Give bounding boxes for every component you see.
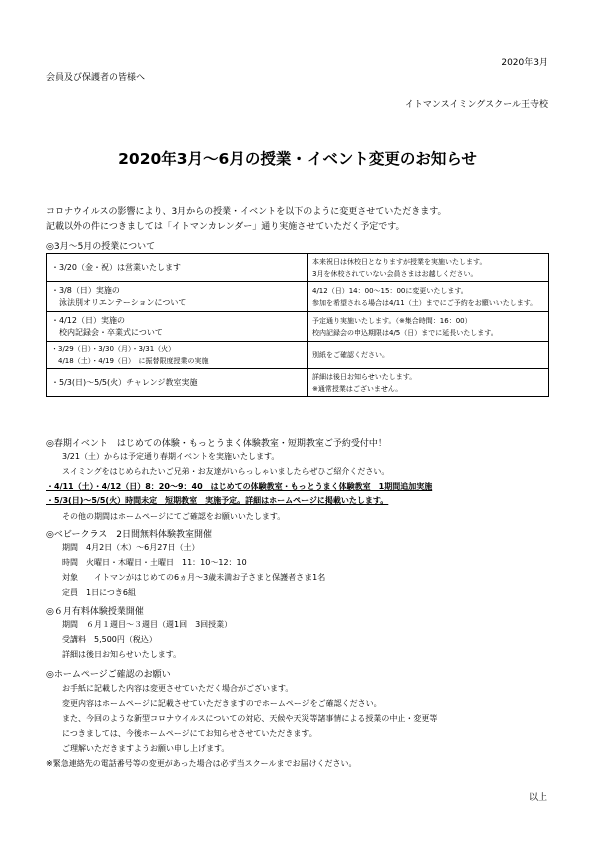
- document-date: 2020年3月: [501, 58, 548, 68]
- sender-line: イトマンスイミングスクール王寺校: [404, 100, 548, 110]
- baby-class-target: 対象 イトマンがはじめての6ヵ月～3歳未満お子さまと保護者さま1名: [62, 573, 326, 582]
- intro-line-1: コロナウイルスの影響により、3月からの授業・イベントを以下のように変更させていただきます。: [46, 207, 447, 217]
- closing-mark: 以上: [528, 793, 547, 803]
- table-row: [47, 312, 549, 342]
- table-cell-left: ・3/8（日）実施の 泳法別オリエンテーションについて: [47, 282, 308, 312]
- table-cell-left: ・3/29（日）・3/30（月）・3/31（火） 4/18（土）・4/19（日） に振替限度授業の実施: [47, 342, 308, 369]
- table-cell-right: 別紙をご確認ください。: [308, 342, 549, 369]
- table-row: [47, 369, 549, 397]
- paid-trial-fee: 受講料 5,500円（税込）: [62, 635, 157, 644]
- page-title: 2020年3月～6月の授業・イベント変更のお知らせ: [118, 150, 477, 168]
- schedule-table: [46, 253, 549, 397]
- table-cell-right: 詳細は後日お知らせいたします。 ※通常授業はございません。: [308, 369, 549, 397]
- table-cell-right: 予定通り実施いたします。（※集合時間：16：00） 校内記録会の申込期限は4/5（日）までに延長いたします。: [308, 312, 549, 342]
- baby-class-time: 時間 火曜日・木曜日・土曜日 11：10～12：10: [62, 558, 247, 567]
- table-row: [47, 342, 549, 369]
- intro-line-2: 記載以外の件につきましては「イトマンカレンダー」通り実施させていただく予定です。: [46, 222, 405, 232]
- table-cell-left: ・3/20（金・祝）は営業いたします: [47, 254, 308, 282]
- spring-event-line-2: スイミングをはじめられたいご兄弟・お友達がいらっしゃいましたらぜひご紹介ください。: [62, 467, 390, 476]
- spring-event-short-course: ・5/3(日)～5/5(火）時間未定 短期教室 実施予定。詳細はホームページに掲載いたします。: [46, 496, 389, 505]
- paid-trial-heading: ◎６月有料体験授業開催: [46, 607, 144, 617]
- baby-class-period: 期間 4月2日（木）～6月27日（土）: [62, 543, 200, 552]
- spring-event-line-1: 3/21（土）からは予定通り春期イベントを実施いたします。: [62, 452, 280, 461]
- paid-trial-note: 詳細は後日お知らせいたします。: [62, 650, 182, 659]
- baby-class-heading: ◎ベビークラス 2日間無料体験教室開催: [46, 530, 212, 540]
- spring-event-line-3: その他の期間はホームページにてご確認をお願いいたします。: [62, 512, 286, 521]
- homepage-line: 変更内容はホームページに記載させていただきますのでホームページをご確認ください。: [62, 699, 382, 708]
- table-cell-right: 本来祝日は休校日となりますが授業を実施いたします。 3月を休校されていない会員さまはお越しください。: [308, 254, 549, 282]
- emergency-contact-note: ※緊急連絡先の電話番号等の変更があった場合は必ず当スクールまでお届けください。: [46, 759, 357, 768]
- homepage-line: につきましては、今後ホームページにてお知らせさせていただきます。: [62, 729, 317, 738]
- spring-event-heading: ◎春期イベント はじめての体験・もっとうまく体験教室・短期教室ご予約受付中！: [46, 439, 387, 449]
- section-schedule-heading: ◎3月～5月の授業について: [46, 242, 156, 252]
- table-row: [47, 254, 549, 282]
- table-row: [47, 282, 549, 312]
- table-cell-left: ・5/3(日)～5/5(火）チャレンジ教室実施: [47, 369, 308, 397]
- homepage-line: また、今回のような新型コロナウイルスについての対応、天候や天災等諸事情による授業の中止・変更等: [62, 714, 438, 723]
- homepage-line: ご理解いただきますようお願い申し上げます。: [62, 744, 230, 753]
- homepage-line: お手紙に記載した内容は変更させていただく場合がございます。: [62, 684, 294, 693]
- table-cell-left: ・4/12（日）実施の 校内記録会・卒業式について: [47, 312, 308, 342]
- spring-event-additional-session: ・4/11（土）・4/12（日）8：20～9：40 はじめての体験教室・もっとうまく体験教室 1期間追加実施: [46, 482, 433, 491]
- paid-trial-period: 期間 ６月１週目～３週目（週1回 3回授業）: [62, 620, 233, 629]
- homepage-heading: ◎ホームページご確認のお願い: [46, 670, 171, 680]
- table-cell-right: 4/12（日）14：00～15：00に変更いたします。 参加を希望される場合は4/11（土）までにご予約をお願いいたします。: [308, 282, 549, 312]
- baby-class-capacity: 定員 1日につき6組: [62, 588, 137, 597]
- recipient-line: 会員及び保護者の皆様へ: [46, 73, 146, 83]
